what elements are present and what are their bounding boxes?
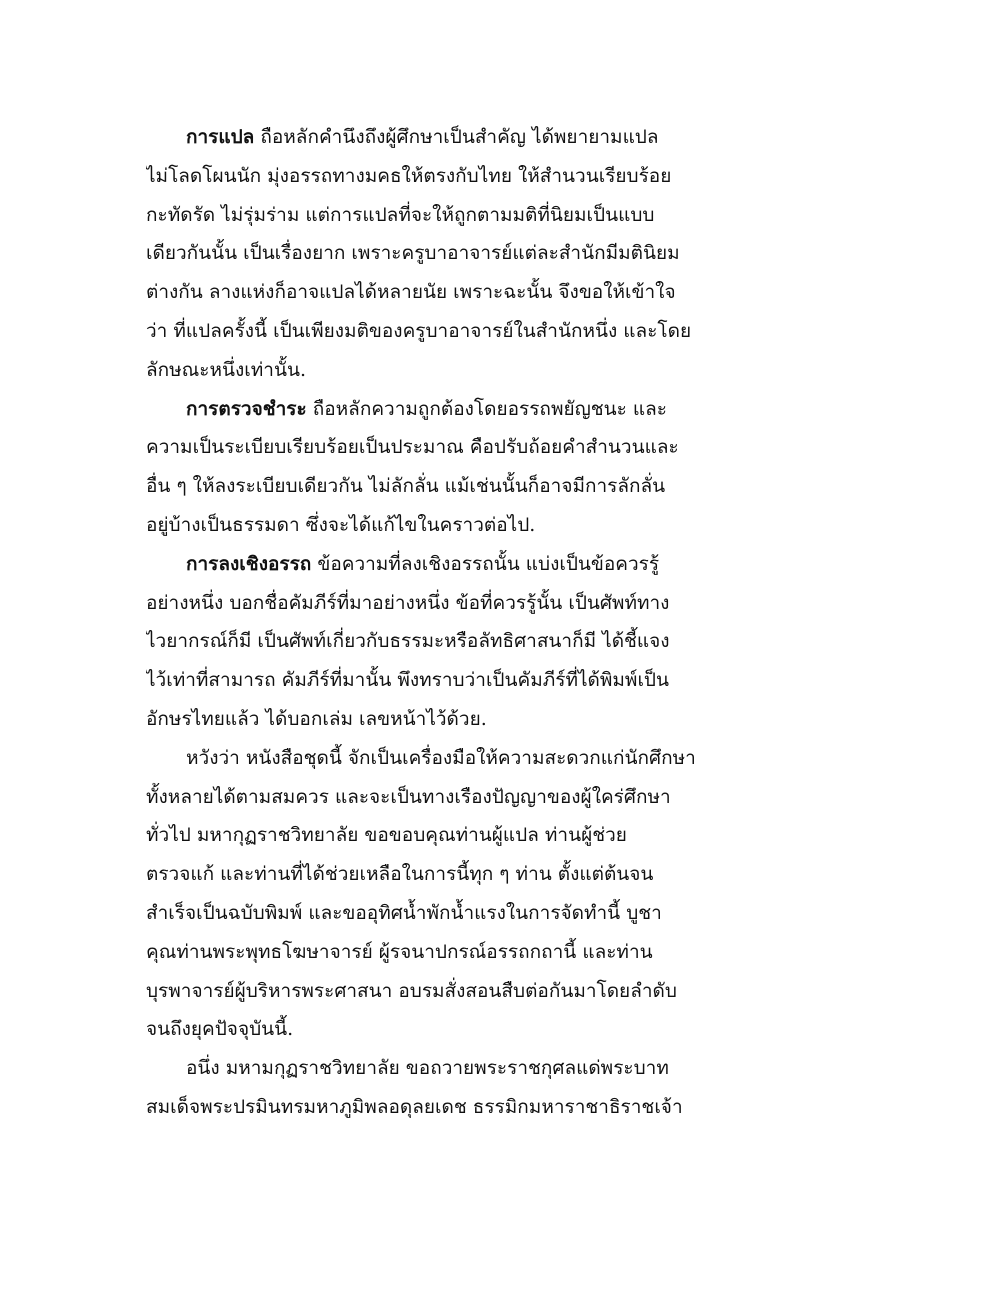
- paragraph-hope-line: ทั่วไป มหากุฏราชวิทยาลัย ขอขอบคุณท่านผู้แปล ท่านผู้ช่วย: [146, 824, 627, 847]
- paragraph-hope-line: บุรพาจารย์ผู้บริหารพระศาสนา อบรมสั่งสอนสืบต่อกันมาโดยลำดับ: [146, 979, 677, 1002]
- paragraph-translation-line: ไม่โลดโผนนัก มุ่งอรรถทางมคธให้ตรงกับไทย ให้สำนวนเรียบร้อย: [146, 164, 672, 187]
- paragraph-text: ถือหลักคำนึงถึงผู้ศึกษาเป็นสำคัญ ได้พยายามแปล: [254, 126, 659, 148]
- document-body: [146, 118, 736, 1127]
- paragraph-revision-line: อื่น ๆ ให้ลงระเบียบเดียวกัน ไม่ลักลั่น แม้เช่นนั้นก็อาจมีการลักลั่น: [146, 475, 666, 498]
- paragraph-translation-line: กะทัดรัด ไม่รุ่มร่าม แต่การแปลที่จะให้ถูกตามมติที่นิยมเป็นแบบ: [146, 203, 655, 226]
- paragraph-heading-footnote: การลงเชิงอรรถ: [186, 552, 312, 575]
- paragraph-dedication-line: อนึ่ง มหามกุฏราชวิทยาลัย ขอถวายพระราชกุศลแด่พระบาท: [186, 1057, 669, 1080]
- paragraph-translation-line: เดียวกันนั้น เป็นเรื่องยาก เพราะครูบาอาจารย์แต่ละสำนักมีมตินิยม: [146, 242, 680, 265]
- paragraph-translation-line: ลักษณะหนึ่งเท่านั้น.: [146, 358, 306, 381]
- paragraph-footnote-line: อักษรไทยแล้ว ได้บอกเล่ม เลขหน้าไว้ด้วย.: [146, 707, 487, 730]
- paragraph-text: ถือหลักความถูกต้องโดยอรรถพยัญชนะ และ: [306, 397, 668, 420]
- paragraph-translation-line: [146, 118, 736, 157]
- paragraph-hope-line: ทั้งหลายได้ตามสมควร และจะเป็นทางเรืองปัญญาของผู้ใคร่ศึกษา: [146, 785, 671, 808]
- paragraph-revision-line: ความเป็นระเบียบเรียบร้อยเป็นประมาณ คือปรับถ้อยคำสำนวนและ: [146, 436, 679, 459]
- paragraph-revision-line: อยู่บ้างเป็นธรรมดา ซึ่งจะได้แก้ไขในคราวต่อไป.: [146, 513, 536, 536]
- paragraph-translation-line: ต่างกัน ลางแห่งก็อาจแปลได้หลายนัย เพราะฉะนั้น จึงขอให้เข้าใจ: [146, 281, 676, 304]
- paragraph-hope-line: สำเร็จเป็นฉบับพิมพ์ และขออุทิศน้ำพักน้ำแรงในการจัดทำนี้ บูชา: [146, 901, 662, 924]
- paragraph-heading-translation: การแปล: [186, 126, 255, 148]
- paragraph-hope-line: หวังว่า หนังสือชุดนี้ จักเป็นเครื่องมือให้ความสะดวกแก่นักศึกษา: [186, 746, 696, 769]
- paragraph-footnote-line: [146, 545, 736, 584]
- paragraph-footnote-line: อย่างหนึ่ง บอกชื่อคัมภีร์ที่มาอย่างหนึ่ง ข้อที่ควรรู้นั้น เป็นศัพท์ทาง: [146, 591, 670, 614]
- paragraph-footnote-line: ไว้เท่าที่สามารถ คัมภีร์ที่มานั้น พึงทราบว่าเป็นคัมภีร์ที่ได้พิมพ์เป็น: [146, 669, 669, 692]
- paragraph-footnote-line: ไวยากรณ์ก็มี เป็นศัพท์เกี่ยวกับธรรมะหรือลัทธิศาสนาก็มี ได้ชี้แจง: [146, 630, 670, 653]
- paragraph-hope-line: จนถึงยุคปัจจุบันนี้.: [146, 1018, 294, 1041]
- paragraph-text: ข้อความที่ลงเชิงอรรถนั้น แบ่งเป็นข้อควรรู้: [311, 552, 660, 575]
- paragraph-dedication-line: สมเด็จพระปรมินทรมหาภูมิพลอดุลยเดช ธรรมิกมหาราชาธิราชเจ้า: [146, 1095, 683, 1118]
- paragraph-hope-line: คุณท่านพระพุทธโฆษาจารย์ ผู้รจนาปกรณ์อรรถกถานี้ และท่าน: [146, 940, 653, 963]
- paragraph-hope-line: ตรวจแก้ และท่านที่ได้ช่วยเหลือในการนี้ทุก ๆ ท่าน ตั้งแต่ต้นจน: [146, 863, 654, 886]
- paragraph-revision-line: [146, 390, 736, 429]
- paragraph-heading-revision: การตรวจชำระ: [186, 397, 307, 420]
- paragraph-translation-line: ว่า ที่แปลครั้งนี้ เป็นเพียงมติของครูบาอาจารย์ในสำนักหนึ่ง และโดย: [146, 319, 692, 342]
